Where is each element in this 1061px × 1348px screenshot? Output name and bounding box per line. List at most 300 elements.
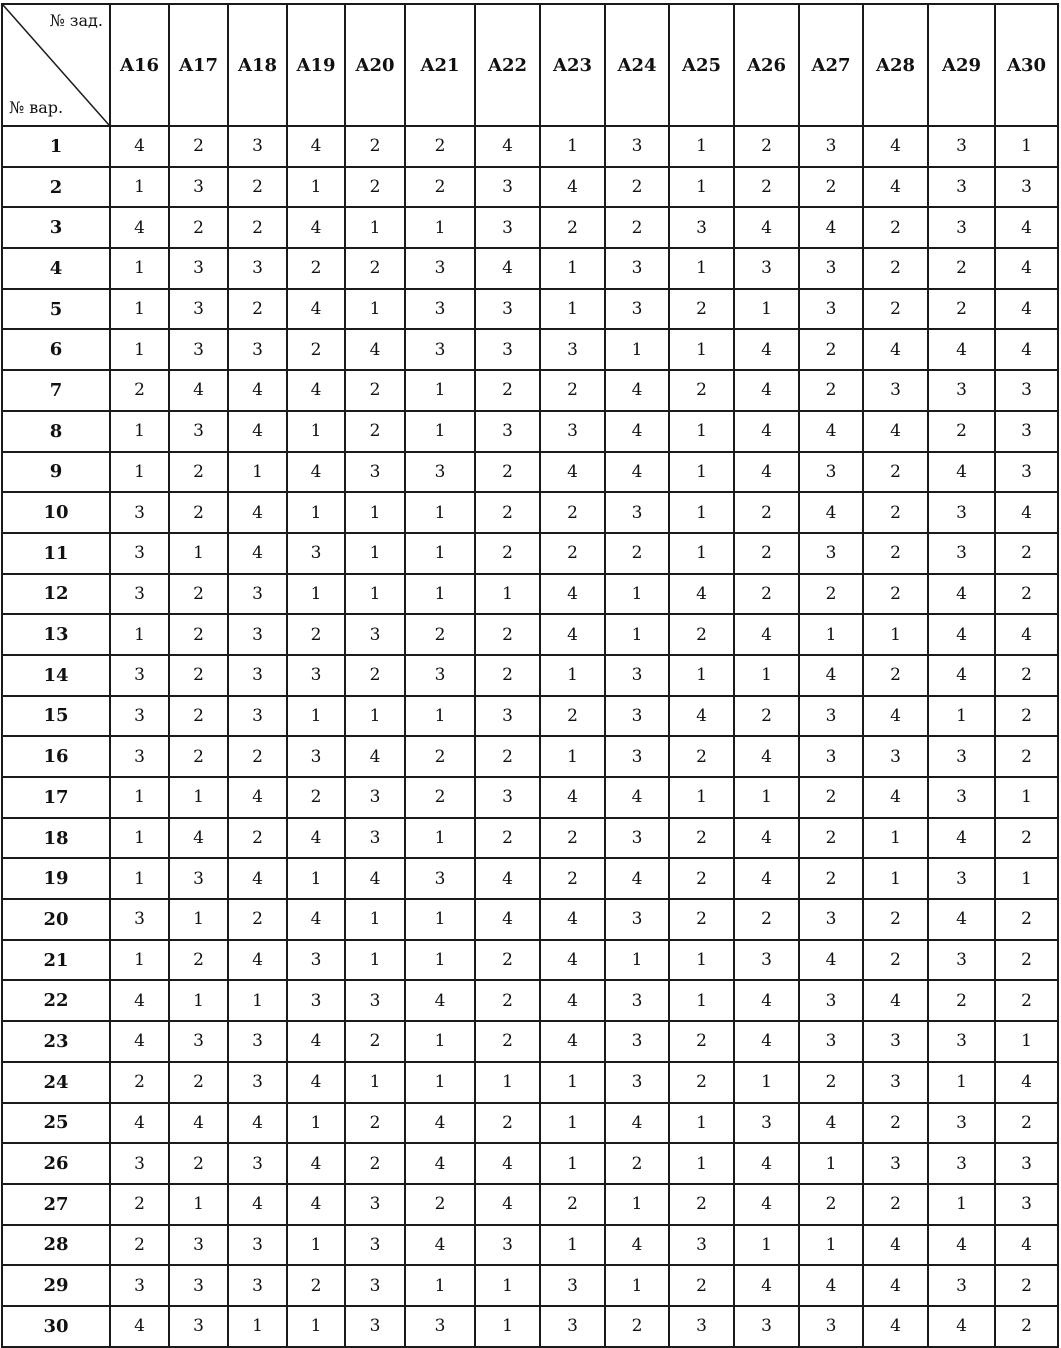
answer-cell: 3 [605, 126, 669, 167]
answer-cell: 2 [928, 248, 995, 289]
answer-cell: 4 [228, 940, 287, 981]
answer-cell: 4 [475, 1184, 540, 1225]
variant-number: 25 [2, 1103, 110, 1144]
answer-cell: 3 [734, 940, 799, 981]
variant-number: 8 [2, 411, 110, 452]
answer-cell: 3 [928, 167, 995, 208]
answer-cell: 3 [287, 655, 345, 696]
column-header-a22: A22 [475, 4, 540, 126]
answer-cell: 1 [405, 370, 475, 411]
answer-cell: 3 [475, 289, 540, 330]
answer-cell: 4 [287, 1021, 345, 1062]
answer-cell: 3 [928, 777, 995, 818]
answer-cell: 1 [287, 574, 345, 615]
variant-number: 7 [2, 370, 110, 411]
answer-cell: 2 [995, 1103, 1058, 1144]
answer-cell: 3 [863, 370, 928, 411]
column-header-a24: A24 [605, 4, 669, 126]
answer-cell: 3 [228, 655, 287, 696]
answer-cell: 4 [605, 452, 669, 493]
answer-cell: 4 [287, 452, 345, 493]
answer-cell: 1 [287, 167, 345, 208]
answer-cell: 4 [863, 167, 928, 208]
table-row [2, 411, 1058, 452]
answer-cell: 1 [540, 1143, 605, 1184]
answer-cell: 3 [228, 574, 287, 615]
answer-cell: 3 [228, 614, 287, 655]
answer-cell: 1 [605, 614, 669, 655]
answer-cell: 2 [540, 1184, 605, 1225]
answer-cell: 3 [928, 1103, 995, 1144]
column-header-a18: A18 [228, 4, 287, 126]
answer-cell: 2 [799, 1184, 863, 1225]
answer-cell: 1 [405, 1021, 475, 1062]
answer-cell: 3 [605, 289, 669, 330]
answer-cell: 3 [169, 858, 228, 899]
answer-cell: 3 [995, 1143, 1058, 1184]
table-row [2, 736, 1058, 777]
answer-cell: 4 [110, 126, 169, 167]
answer-cell: 4 [734, 329, 799, 370]
answer-cell: 4 [928, 899, 995, 940]
answer-cell: 1 [669, 1143, 734, 1184]
answer-cell: 4 [287, 1062, 345, 1103]
answer-cell: 4 [169, 818, 228, 859]
answer-cell: 3 [169, 1306, 228, 1347]
answer-cell: 3 [799, 248, 863, 289]
answer-cell: 4 [863, 1265, 928, 1306]
column-header-a27: A27 [799, 4, 863, 126]
answer-cell: 1 [228, 1306, 287, 1347]
answer-cell: 2 [169, 655, 228, 696]
answer-cell: 2 [669, 370, 734, 411]
answer-cell: 1 [405, 899, 475, 940]
table-row [2, 370, 1058, 411]
answer-cell: 1 [734, 1062, 799, 1103]
answer-cell: 1 [669, 492, 734, 533]
table-row [2, 1062, 1058, 1103]
answer-cell: 3 [863, 1021, 928, 1062]
answer-cell: 2 [995, 696, 1058, 737]
answer-cell: 3 [405, 248, 475, 289]
answer-cell: 4 [928, 574, 995, 615]
answer-cell: 3 [669, 1225, 734, 1266]
answer-cell: 4 [863, 126, 928, 167]
answer-cell: 2 [475, 492, 540, 533]
answer-cell: 2 [605, 207, 669, 248]
answer-cell: 4 [405, 1143, 475, 1184]
answer-cell: 3 [228, 1225, 287, 1266]
table-row [2, 899, 1058, 940]
answer-cell: 1 [540, 248, 605, 289]
column-header-a19: A19 [287, 4, 345, 126]
answer-cell: 1 [669, 940, 734, 981]
answer-cell: 1 [863, 858, 928, 899]
answer-cell: 3 [605, 818, 669, 859]
answer-cell: 2 [669, 818, 734, 859]
answer-cell: 4 [228, 411, 287, 452]
answer-cell: 2 [110, 370, 169, 411]
variant-number: 13 [2, 614, 110, 655]
answer-cell: 2 [995, 736, 1058, 777]
answer-cell: 2 [405, 1184, 475, 1225]
answer-cell: 4 [540, 614, 605, 655]
variant-number: 18 [2, 818, 110, 859]
answer-cell: 4 [228, 370, 287, 411]
answer-cell: 3 [799, 452, 863, 493]
answer-cell: 1 [928, 1062, 995, 1103]
answer-cell: 4 [228, 858, 287, 899]
table-row [2, 777, 1058, 818]
answer-cell: 2 [475, 1103, 540, 1144]
answer-cell: 1 [928, 1184, 995, 1225]
answer-cell: 1 [605, 940, 669, 981]
answer-cell: 2 [995, 1306, 1058, 1347]
column-header-a29: A29 [928, 4, 995, 126]
answer-cell: 3 [863, 1062, 928, 1103]
answer-cell: 4 [605, 411, 669, 452]
column-header-a21: A21 [405, 4, 475, 126]
answer-cell: 3 [475, 167, 540, 208]
answer-cell: 2 [605, 1143, 669, 1184]
answer-cell: 1 [540, 1103, 605, 1144]
answer-cell: 3 [475, 411, 540, 452]
answer-cell: 1 [287, 492, 345, 533]
answer-cell: 3 [110, 736, 169, 777]
answer-cell: 1 [734, 777, 799, 818]
answer-cell: 3 [928, 1265, 995, 1306]
answer-cell: 2 [475, 452, 540, 493]
answer-cell: 1 [734, 1225, 799, 1266]
answer-cell: 2 [540, 696, 605, 737]
answer-cell: 4 [405, 980, 475, 1021]
answer-cell: 2 [734, 167, 799, 208]
answer-cell: 2 [405, 614, 475, 655]
answer-cell: 3 [799, 696, 863, 737]
answer-cell: 4 [734, 411, 799, 452]
answer-cell: 2 [863, 289, 928, 330]
answer-cell: 2 [405, 126, 475, 167]
table-row [2, 1306, 1058, 1347]
answer-cell: 3 [863, 736, 928, 777]
answer-cell: 2 [734, 126, 799, 167]
answer-cell: 2 [475, 980, 540, 1021]
answer-cell: 1 [345, 492, 405, 533]
answer-cell: 2 [669, 1062, 734, 1103]
answer-cell: 3 [169, 248, 228, 289]
column-header-a17: A17 [169, 4, 228, 126]
answer-cell: 1 [669, 980, 734, 1021]
answer-cell: 2 [863, 207, 928, 248]
answer-cell: 4 [287, 207, 345, 248]
answer-cell: 2 [345, 126, 405, 167]
answer-cell: 1 [228, 980, 287, 1021]
answer-cell: 4 [734, 1265, 799, 1306]
answer-cell: 1 [345, 1062, 405, 1103]
table-row [2, 1184, 1058, 1225]
answer-cell: 1 [405, 411, 475, 452]
answer-cell: 2 [863, 492, 928, 533]
answer-cell: 3 [475, 777, 540, 818]
answer-cell: 3 [928, 533, 995, 574]
answer-cell: 1 [995, 1021, 1058, 1062]
answer-cell: 4 [287, 818, 345, 859]
answer-cell: 4 [734, 1021, 799, 1062]
variant-number: 17 [2, 777, 110, 818]
answer-cell: 2 [110, 1184, 169, 1225]
answer-cell: 3 [995, 370, 1058, 411]
answer-cell: 2 [287, 248, 345, 289]
answer-cell: 1 [405, 492, 475, 533]
answer-cell: 2 [995, 980, 1058, 1021]
answer-cell: 1 [669, 411, 734, 452]
answer-cell: 2 [475, 736, 540, 777]
answer-cell: 1 [345, 533, 405, 574]
answer-cell: 2 [345, 1103, 405, 1144]
answer-cell: 2 [228, 167, 287, 208]
table-row [2, 858, 1058, 899]
answer-cell: 2 [169, 1062, 228, 1103]
answer-cell: 2 [287, 614, 345, 655]
answer-cell: 4 [605, 1103, 669, 1144]
answer-cell: 3 [928, 940, 995, 981]
answer-cell: 4 [734, 614, 799, 655]
answer-cell: 3 [169, 1225, 228, 1266]
answer-cell: 4 [287, 1184, 345, 1225]
answer-cell: 2 [605, 1306, 669, 1347]
variant-number: 4 [2, 248, 110, 289]
answer-cell: 3 [605, 736, 669, 777]
answer-cell: 3 [345, 1265, 405, 1306]
answer-cell: 3 [605, 696, 669, 737]
answer-cell: 1 [345, 574, 405, 615]
answer-cell: 4 [540, 980, 605, 1021]
answer-cell: 2 [169, 126, 228, 167]
answer-cell: 3 [605, 655, 669, 696]
answer-cell: 1 [169, 899, 228, 940]
answer-cell: 1 [540, 289, 605, 330]
answer-cell: 4 [345, 858, 405, 899]
answer-cell: 3 [928, 1143, 995, 1184]
answer-cell: 4 [863, 696, 928, 737]
answer-cell: 1 [669, 1103, 734, 1144]
answer-cell: 2 [169, 207, 228, 248]
answer-cell: 1 [605, 574, 669, 615]
answer-cell: 2 [863, 248, 928, 289]
answer-cell: 4 [995, 207, 1058, 248]
column-header-a20: A20 [345, 4, 405, 126]
answer-cell: 4 [287, 370, 345, 411]
answer-cell: 2 [799, 1062, 863, 1103]
answer-cell: 3 [799, 289, 863, 330]
answer-cell: 2 [169, 492, 228, 533]
answer-cell: 3 [995, 167, 1058, 208]
table-row [2, 1265, 1058, 1306]
answer-cell: 4 [475, 126, 540, 167]
variant-number: 15 [2, 696, 110, 737]
answer-cell: 2 [169, 1143, 228, 1184]
answer-cell: 4 [734, 1184, 799, 1225]
table-row [2, 248, 1058, 289]
answer-cell: 1 [799, 614, 863, 655]
answer-cell: 2 [799, 777, 863, 818]
variant-number: 2 [2, 167, 110, 208]
answer-cell: 1 [605, 1184, 669, 1225]
answer-cell: 3 [287, 736, 345, 777]
answer-cell: 1 [799, 1143, 863, 1184]
answer-cell: 2 [995, 533, 1058, 574]
table-row [2, 1143, 1058, 1184]
variant-number: 14 [2, 655, 110, 696]
answer-cell: 2 [540, 533, 605, 574]
answer-cell: 4 [734, 736, 799, 777]
answer-cell: 2 [863, 533, 928, 574]
answer-cell: 2 [734, 533, 799, 574]
answer-cell: 2 [863, 655, 928, 696]
answer-cell: 4 [605, 1225, 669, 1266]
answer-cell: 1 [405, 1265, 475, 1306]
answer-cell: 4 [928, 1306, 995, 1347]
answer-cell: 4 [228, 492, 287, 533]
answer-cell: 2 [995, 1265, 1058, 1306]
answer-cell: 3 [228, 329, 287, 370]
answer-cell: 2 [928, 289, 995, 330]
answer-cell: 3 [228, 1143, 287, 1184]
answer-cell: 3 [669, 1306, 734, 1347]
answer-cell: 2 [540, 818, 605, 859]
answer-cell: 2 [345, 167, 405, 208]
answer-cell: 2 [345, 248, 405, 289]
answer-cell: 3 [734, 1103, 799, 1144]
answer-cell: 4 [669, 696, 734, 737]
answer-cell: 3 [228, 248, 287, 289]
answer-cell: 2 [863, 899, 928, 940]
answer-cell: 4 [540, 940, 605, 981]
answer-cell: 1 [669, 777, 734, 818]
answer-cell: 3 [110, 574, 169, 615]
answer-cell: 3 [540, 1265, 605, 1306]
answer-cell: 1 [345, 289, 405, 330]
answer-cell: 1 [540, 655, 605, 696]
answer-cell: 2 [669, 899, 734, 940]
answer-cell: 1 [110, 167, 169, 208]
variant-number: 5 [2, 289, 110, 330]
answer-cell: 1 [669, 533, 734, 574]
answer-cell: 1 [287, 1225, 345, 1266]
answer-cell: 1 [540, 1225, 605, 1266]
answer-cell: 3 [605, 1062, 669, 1103]
answer-cell: 3 [405, 289, 475, 330]
answer-cell: 1 [169, 1184, 228, 1225]
answer-cell: 2 [345, 370, 405, 411]
variant-number: 24 [2, 1062, 110, 1103]
answer-cell: 4 [540, 167, 605, 208]
answer-cell: 2 [405, 167, 475, 208]
answer-cell: 3 [928, 492, 995, 533]
answer-cell: 4 [863, 777, 928, 818]
answer-cell: 4 [540, 777, 605, 818]
answer-cell: 1 [928, 696, 995, 737]
answer-cell: 4 [228, 533, 287, 574]
answer-cell: 1 [734, 289, 799, 330]
answer-cell: 1 [405, 696, 475, 737]
answer-cell: 3 [228, 696, 287, 737]
table-row [2, 818, 1058, 859]
answer-cell: 4 [799, 1265, 863, 1306]
answer-cell: 4 [287, 126, 345, 167]
variant-number: 21 [2, 940, 110, 981]
answer-cell: 3 [799, 1306, 863, 1347]
variant-number: 11 [2, 533, 110, 574]
answer-cell: 3 [110, 899, 169, 940]
answer-cell: 1 [345, 899, 405, 940]
answer-cell: 4 [110, 207, 169, 248]
answer-table [1, 3, 1059, 1348]
answer-cell: 2 [169, 940, 228, 981]
answer-cell: 2 [169, 574, 228, 615]
answer-cell: 1 [110, 452, 169, 493]
answer-cell: 4 [799, 940, 863, 981]
variant-number: 1 [2, 126, 110, 167]
answer-cell: 3 [345, 777, 405, 818]
answer-cell: 3 [799, 533, 863, 574]
answer-cell: 3 [169, 329, 228, 370]
table-row [2, 329, 1058, 370]
answer-cell: 4 [475, 858, 540, 899]
variant-number: 9 [2, 452, 110, 493]
answer-cell: 2 [669, 1265, 734, 1306]
answer-cell: 1 [287, 1103, 345, 1144]
answer-cell: 3 [995, 452, 1058, 493]
answer-cell: 3 [405, 858, 475, 899]
answer-cell: 3 [799, 736, 863, 777]
answer-cell: 2 [928, 411, 995, 452]
answer-cell: 3 [345, 980, 405, 1021]
answer-cell: 4 [540, 574, 605, 615]
answer-cell: 2 [669, 1021, 734, 1062]
answer-cell: 4 [995, 329, 1058, 370]
answer-cell: 2 [863, 1184, 928, 1225]
header-row [2, 4, 1058, 126]
answer-cell: 1 [169, 533, 228, 574]
answer-cell: 2 [110, 1225, 169, 1266]
answer-cell: 4 [928, 655, 995, 696]
answer-cell: 1 [287, 1306, 345, 1347]
answer-cell: 1 [110, 248, 169, 289]
answer-cell: 1 [169, 980, 228, 1021]
answer-cell: 4 [995, 614, 1058, 655]
table-row [2, 574, 1058, 615]
answer-cell: 4 [110, 980, 169, 1021]
answer-cell: 4 [475, 899, 540, 940]
answer-cell: 3 [345, 614, 405, 655]
answer-cell: 2 [799, 329, 863, 370]
answer-cell: 1 [110, 858, 169, 899]
answer-cell: 4 [995, 289, 1058, 330]
answer-cell: 2 [995, 655, 1058, 696]
answer-cell: 1 [110, 818, 169, 859]
answer-cell: 4 [475, 248, 540, 289]
answer-cell: 3 [228, 1062, 287, 1103]
answer-cell: 3 [169, 167, 228, 208]
answer-cell: 3 [734, 1306, 799, 1347]
table-row [2, 696, 1058, 737]
answer-cell: 4 [540, 452, 605, 493]
variant-number: 28 [2, 1225, 110, 1266]
answer-cell: 2 [475, 614, 540, 655]
answer-cell: 2 [228, 818, 287, 859]
variant-number: 19 [2, 858, 110, 899]
